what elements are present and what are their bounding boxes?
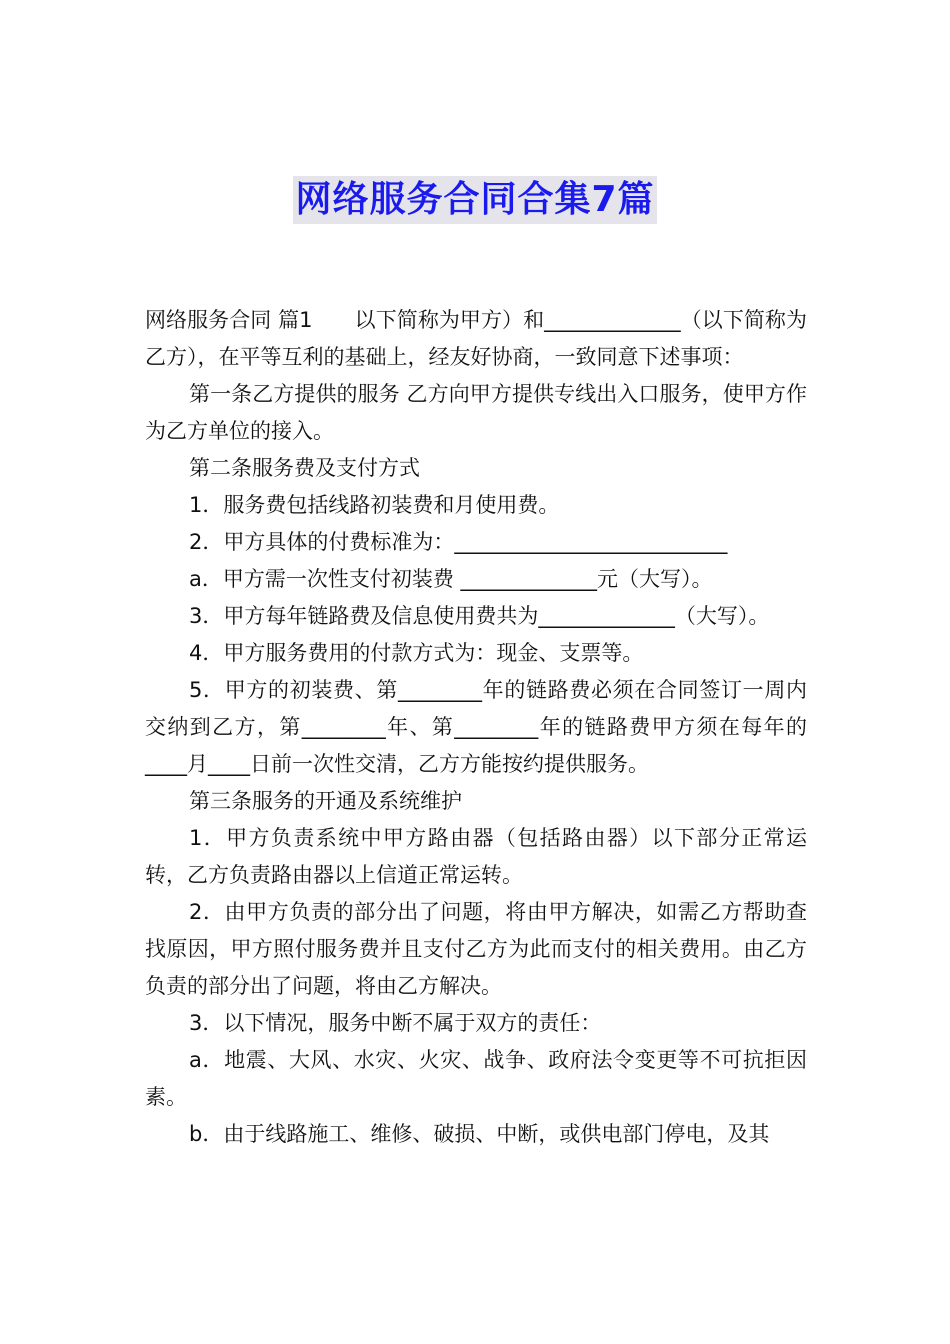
paragraph: 第二条服务费及支付方式 bbox=[189, 456, 420, 480]
paragraph: 1．服务费包括线路初装费和月使用费。 bbox=[189, 493, 560, 517]
paragraph: 第三条服务的开通及系统维护 bbox=[189, 789, 462, 813]
paragraph: a．地震、大风、水灾、火灾、战争、政府法令变更等不可抗拒因素。 bbox=[145, 1048, 807, 1109]
title-container bbox=[0, 176, 950, 224]
paragraph: 2．甲方具体的付费标准为：__________________________ bbox=[189, 530, 728, 554]
paragraph: 5．甲方的初装费、第________年的链路费必须在合同签订一周内交纳到乙方，第________年、第________年的链路费甲方须在每年的____月____日前一次性交清，乙方方能按约提供服务。 bbox=[145, 678, 807, 776]
document-body bbox=[145, 302, 807, 1153]
paragraph: 网络服务合同 篇1 以下简称为甲方）和_____________（以下简称为乙方），在平等互利的基础上，经友好协商，一致同意下述事项： bbox=[145, 308, 807, 369]
paragraph: b．由于线路施工、维修、破损、中断，或供电部门停电，及其 bbox=[189, 1122, 770, 1146]
document-title: 网络服务合同合集7篇 bbox=[293, 176, 656, 224]
paragraph: a．甲方需一次性支付初装费 _____________元（大写）。 bbox=[189, 567, 713, 591]
paragraph: 第一条乙方提供的服务 乙方向甲方提供专线出入口服务，使甲方作为乙方单位的接入。 bbox=[145, 382, 807, 443]
paragraph: 2．由甲方负责的部分出了问题，将由甲方解决，如需乙方帮助查找原因，甲方照付服务费并且支付乙方为此而支付的相关费用。由乙方负责的部分出了问题，将由乙方解决。 bbox=[145, 900, 807, 998]
paragraph: 4．甲方服务费用的付款方式为：现金、支票等。 bbox=[189, 641, 644, 665]
paragraph: 3．以下情况，服务中断不属于双方的责任： bbox=[189, 1011, 602, 1035]
paragraph: 1．甲方负责系统中甲方路由器（包括路由器）以下部分正常运转，乙方负责路由器以上信道正常运转。 bbox=[145, 826, 807, 887]
paragraph: 3．甲方每年链路费及信息使用费共为_____________（大写）。 bbox=[189, 604, 770, 628]
